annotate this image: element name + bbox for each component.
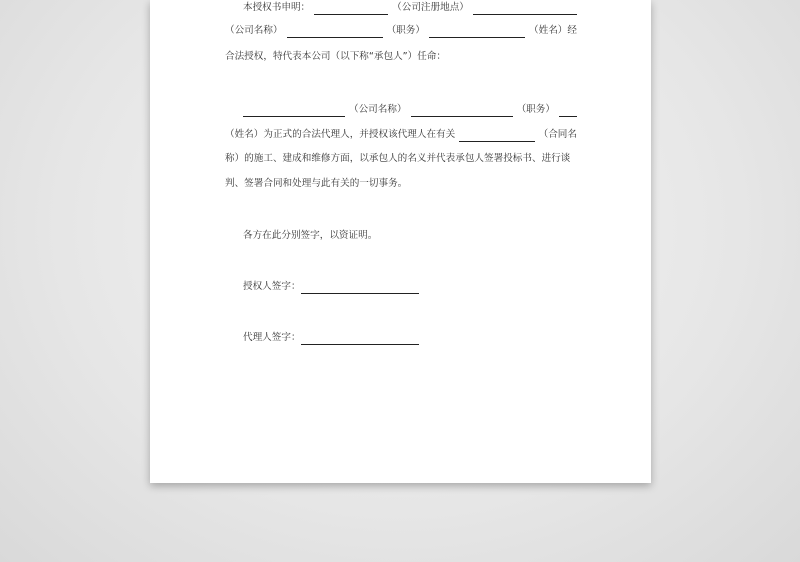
agent-signature-field[interactable] <box>301 334 419 345</box>
agent-line <box>225 103 577 117</box>
position-label: （职务） <box>386 25 425 36</box>
scope-line: 称）的施工、建成和维修方面，以承包人的名义并代表承包人签署投标书、进行谈 <box>225 153 571 164</box>
blank-field[interactable] <box>429 27 525 38</box>
company-name-label: （公司名称） <box>349 104 407 115</box>
company-name-label: （公司名称） <box>225 25 283 36</box>
agent-signature-line <box>225 331 577 345</box>
contract-name-label: （合同名 <box>538 129 577 140</box>
company-line <box>225 24 577 38</box>
position-label: （职务） <box>516 104 555 115</box>
name-label: （姓名）经 <box>529 25 577 36</box>
witness-line: 各方在此分别签字，以资证明。 <box>243 230 378 241</box>
declaration-lead: 本授权书申明： <box>243 2 311 13</box>
declaration-line <box>225 1 577 15</box>
appointment-line: 合法授权，特代表本公司（以下称“承包人”）任命： <box>225 51 447 62</box>
document-page <box>150 0 651 483</box>
blank-field[interactable] <box>287 27 383 38</box>
blank-field[interactable] <box>559 106 577 117</box>
blank-field[interactable] <box>314 4 388 15</box>
blank-field[interactable] <box>459 131 534 142</box>
authorizer-signature-line <box>225 280 577 294</box>
authorizer-signature-field[interactable] <box>301 283 419 294</box>
authorizer-sign-label: 授权人签字： <box>243 281 301 292</box>
agent-authorization-line <box>225 128 577 142</box>
blank-field[interactable] <box>243 106 345 117</box>
agent-text: （姓名）为正式的合法代理人，并授权该代理人在有关 <box>225 129 456 140</box>
agent-sign-label: 代理人签字： <box>243 332 301 343</box>
registered-address-label: （公司注册地点） <box>392 2 469 13</box>
blank-field[interactable] <box>473 4 577 15</box>
scope-line-end: 判、签署合同和处理与此有关的一切事务。 <box>225 178 408 189</box>
blank-field[interactable] <box>411 106 513 117</box>
